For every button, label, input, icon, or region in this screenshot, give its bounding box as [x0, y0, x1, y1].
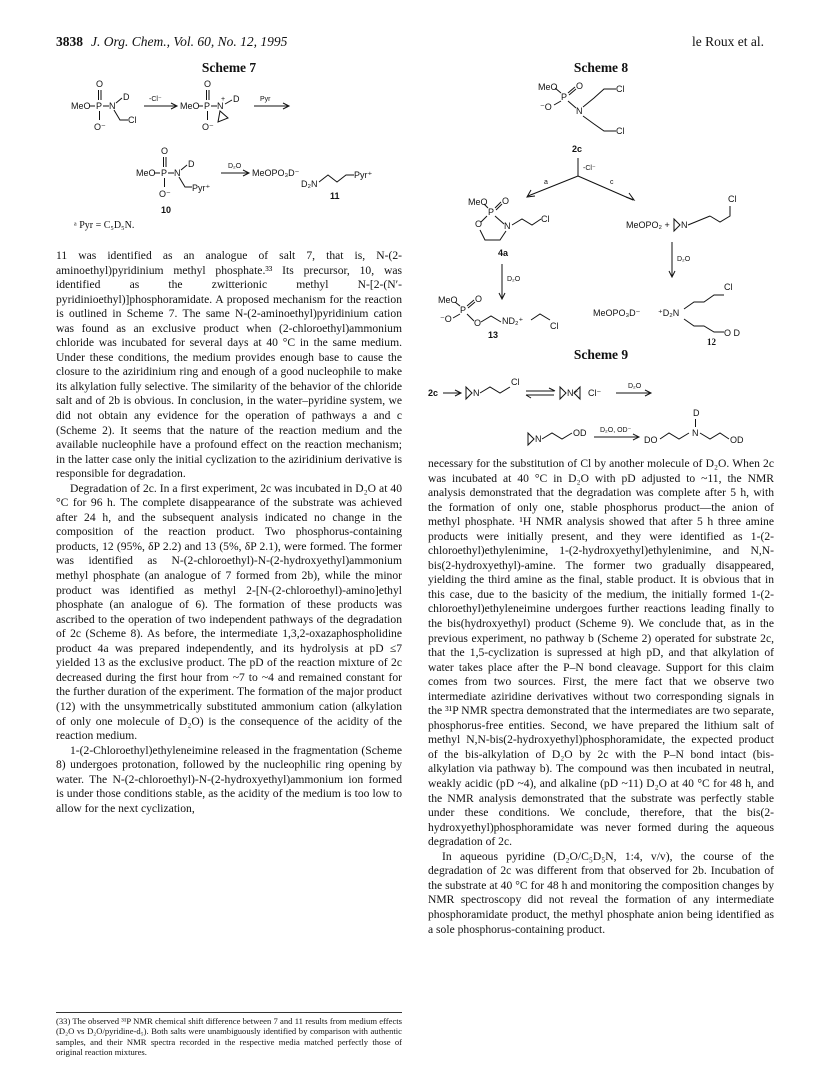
- svg-text:D₂O: D₂O: [628, 383, 642, 390]
- svg-text:Cl: Cl: [616, 126, 625, 136]
- svg-text:P: P: [488, 207, 495, 217]
- svg-text:N: N: [109, 101, 116, 111]
- svg-text:2c: 2c: [428, 388, 439, 398]
- svg-text:Cl: Cl: [511, 377, 520, 387]
- svg-text:MeOPO₃D⁻: MeOPO₃D⁻: [593, 308, 641, 318]
- svg-text:MeO: MeO: [71, 101, 91, 111]
- svg-text:D: D: [693, 408, 700, 418]
- svg-text:Cl: Cl: [728, 194, 737, 204]
- svg-text:MeOPO₃D⁻: MeOPO₃D⁻: [252, 168, 300, 178]
- svg-text:⁻O: ⁻O: [540, 102, 552, 112]
- svg-text:O: O: [204, 79, 212, 89]
- svg-text:13: 13: [488, 330, 499, 340]
- svg-text:N: N: [681, 220, 688, 230]
- svg-text:ND₂⁺: ND₂⁺: [502, 316, 524, 326]
- svg-text:O: O: [161, 146, 169, 156]
- svg-text:Cl: Cl: [550, 321, 559, 331]
- paragraph-r1: necessary for the substitution of Cl by another molecule of D₂O. When 2c was incubated at 40 °C in D₂O with pD adjusted to ~11, the NMR analysis demonstrated that the degradation was complete after 5 h, with the formation of only one, stable phosphorus product—the anion of methyl phosphate. ¹H NMR analysis showed that after 5 h three amine products were initially present, and they were identified as 1-(2-chloroethyl)ethylenimine, 1-(2-hydroxyethyl)ethylenimine, and N,N-bis(2-hydroxyethyl)-amine. The former two gradually disappeared, yielding the third amine as the final, stable product. It is obvious that in this case, due to the basicity of the medium, the initially formed 1-(2-chloroethyl)ethyleneimine undergoes further reactions leading finally to the bis(hydroxyethyl) product (Scheme 9). We conclude that, as in the previous experiment, no pathway b (Scheme 2) operated for substrate 2c, that the 1,5-cyclization is supressed at high pD, and that alkylation of water takes place after the P–N bond cleavage. Support for this claim comes from two sources. First, the mere fact that we observe two intermediate aziridine derivatives without two corresponding signals in the ³¹P NMR spectra demonstrated that the intermediates are two separate, phosphorus-free entities. Second, we have prepared the lithium salt of methyl N,N-bis(2-hydroxyethyl)phosphoramidate, the expected product of the bis-alkylation of D₂O by 2c with the P–N bond intact (bis-alkylation via pathway b). The compound was then incubated in neutral, weakly acidic (pD ~4), and alkaline (pD ~11) D₂O at 40 °C for 48 h, and the NMR analysis demonstrated that the substrate was perfectly stable under these conditions. We conclude, therefore, that the bis(2-hydroxyethyl)phosphoramidate was never formed during the aqueous degradation of 2c.: [428, 457, 774, 849]
- svg-text:D: D: [188, 159, 195, 169]
- scheme-9-diagram: [428, 363, 774, 451]
- svg-text:2c: 2c: [572, 144, 583, 154]
- svg-text:Pyr: Pyr: [260, 96, 271, 103]
- svg-text:Cl: Cl: [541, 214, 550, 224]
- svg-text:D₂O: D₂O: [507, 276, 521, 283]
- svg-text:O⁻: O⁻: [94, 122, 106, 132]
- svg-text:N: N: [692, 428, 699, 438]
- paragraph-l2: Degradation of 2c. In a first experiment, 2c was incubated in D₂O at 40 °C for 96 h. The complete disappearance of the substrate was achieved after 24 h, and the subsequent analysis indicated no change in the composition of the reaction product. Two phosphorus-containing products, 12 (95%, δP 2.2) and 13 (5%, δP 2.1), were formed. The former was identified as N-(2-chloroethyl)-N-(2-hydroxyethyl)ammonium methyl phosphate (an analogue of 7 formed from 2b), while the minor product was identified as methyl 2-[N-(2-chloroethyl)-amino]ethyl phosphate (an analogue of 6). The formation of these products was ascribed to the operation of two independent pathways of the degradation of 2c (Scheme 8). As before, the intermediate 1,3,2-oxazaphospholidine product 4a was prepared independently, and its hydrolysis at pD ≤7 yielded 13 as the exclusive product. The pD of the reaction mixture of 2c decreased during the first hour from ~7 to ~4 and remained constant for the further duration of the experiment. The formation of the major product (12) with the unsymmetrically substituted ammonium cation (alkylation of only one molecule of D₂O) is the consequence of the acidity of the reaction medium.: [56, 481, 402, 743]
- svg-text:10: 10: [161, 205, 172, 215]
- svg-text:O⁻: O⁻: [159, 189, 171, 199]
- svg-text:N: N: [535, 434, 542, 444]
- scheme-8-diagram: [428, 76, 774, 340]
- page-number: 3838: [56, 34, 83, 49]
- svg-text:-Cl⁻: -Cl⁻: [149, 96, 162, 103]
- svg-text:P: P: [96, 101, 103, 111]
- svg-text:MeO: MeO: [438, 295, 458, 305]
- svg-text:MeO: MeO: [136, 168, 156, 178]
- svg-text:MeOPO₂ +: MeOPO₂ +: [626, 220, 670, 230]
- svg-text:N: N: [174, 168, 181, 178]
- svg-text:N: N: [217, 101, 224, 111]
- scheme-8-label-12: 12: [707, 337, 716, 347]
- svg-text:O: O: [502, 196, 510, 206]
- svg-text:Cl: Cl: [724, 282, 733, 292]
- svg-text:P: P: [161, 168, 168, 178]
- paragraph-r2: In aqueous pyridine (D₂O/C₅D₅N, 1:4, v/v), the course of the degradation of 2c was different from that observed for 2b. Incubation of the substrate at 40 °C for 48 h and monitoring the composition changes by NMR spectroscopy did not reveal the formation of any intermediate phosphoramidate product, the methyl phosphate anion being identified as a sole phosphorus-containing product.: [428, 849, 774, 936]
- svg-text:MeO: MeO: [468, 197, 488, 207]
- svg-text:P: P: [204, 101, 211, 111]
- svg-text:Cl: Cl: [616, 84, 625, 94]
- svg-text:OD: OD: [573, 428, 587, 438]
- svg-text:11: 11: [330, 191, 340, 201]
- scheme-7-title: Scheme 7: [201, 60, 257, 75]
- svg-text:MeO: MeO: [180, 101, 200, 111]
- svg-text:MeO: MeO: [538, 82, 558, 92]
- author-header: le Roux et al.: [692, 34, 764, 49]
- svg-text:-Cl⁻: -Cl⁻: [583, 165, 596, 172]
- svg-text:Pyr⁺: Pyr⁺: [354, 170, 373, 180]
- svg-text:N: N: [504, 221, 511, 231]
- svg-text:⁻O: ⁻O: [440, 314, 452, 324]
- svg-text:O⁻: O⁻: [202, 122, 214, 132]
- svg-text:N: N: [576, 106, 583, 116]
- svg-text:O: O: [576, 81, 584, 91]
- svg-text:D: D: [233, 94, 240, 104]
- svg-text:c: c: [610, 179, 614, 186]
- footnote-rule: [56, 1012, 402, 1013]
- svg-text:O: O: [474, 318, 482, 328]
- svg-text:O: O: [475, 294, 483, 304]
- svg-text:D: D: [123, 92, 130, 102]
- svg-text:D₂O: D₂O: [228, 163, 242, 170]
- footnote-33: (33) The observed ³¹P NMR chemical shift difference between 7 and 11 results from medium effects (D₂O vs D₂O/pyridine-d₅). Both salts were unambiguously identified by comparison with authentic samples, and their NMR spectra recorded in the respective media matched perfectly those of original reaction mixtures.: [56, 1016, 402, 1057]
- scheme-7-footnote: ᵃ Pyr = C₅D₅N.: [74, 220, 135, 231]
- scheme-7-diagram: [56, 76, 402, 216]
- svg-text:Cl⁻: Cl⁻: [588, 388, 602, 398]
- svg-text:N⁺: N⁺: [567, 388, 579, 398]
- svg-text:a: a: [544, 179, 548, 186]
- svg-text:DO: DO: [644, 435, 658, 445]
- svg-text:O: O: [96, 79, 104, 89]
- running-header: [56, 34, 764, 54]
- right-column: [428, 60, 774, 937]
- paragraph-l1: 11 was identified as an analogue of salt 7, that is, N-(2-aminoethyl)pyridinium methyl phosphate.³³ Its precursor, 10, was identified as the zwitterionic methyl N-[2-(N′-pyridinioethyl)]phosphoramidate. A proposed mechanism for the reaction is outlined in Scheme 7. The same N-(2-aminoethyl)pyridinium cation was found as an exclusive product when (2-chloroethyl)ammonium chloride was incubated for several days at 40 °C in the same medium. Under these conditions, the medium provides enough base to cause the closure to the aziridinium ring and enough of a good nucleophile to make its alkylation fully selective. The similarity of the behavior of the chloride salt and of 2b is obvious. In conclusion, in the water–pyridine system, we did not obtain any evidence for the operation of pathways a and c (Scheme 2). It seems that the nature of the reaction medium and the available nucleophile have a profound effect on the reaction mechanism; in the latter case only the initial cyclization to the aziridinium derivative is responsible for degradation.: [56, 249, 402, 481]
- svg-text:+: +: [221, 96, 226, 103]
- scheme-9-title: Scheme 9: [573, 347, 629, 362]
- journal-citation: J. Org. Chem., Vol. 60, No. 12, 1995: [91, 34, 288, 49]
- svg-text:O: O: [475, 219, 483, 229]
- svg-text:⁺D₂N: ⁺D₂N: [658, 308, 680, 318]
- svg-text:Pyr⁺: Pyr⁺: [192, 183, 211, 193]
- svg-text:P: P: [460, 305, 467, 315]
- svg-text:4a: 4a: [498, 248, 509, 258]
- svg-text:OD: OD: [730, 435, 744, 445]
- scheme-8-title: Scheme 8: [573, 60, 629, 75]
- left-column: [56, 60, 402, 816]
- svg-text:O D: O D: [724, 328, 741, 338]
- svg-text:Cl: Cl: [128, 115, 137, 125]
- svg-text:P: P: [561, 92, 568, 102]
- svg-text:N: N: [473, 388, 480, 398]
- svg-text:D₂N: D₂N: [301, 179, 318, 189]
- svg-text:D₂O: D₂O: [677, 256, 691, 263]
- paragraph-l3: 1-(2-Chloroethyl)ethyleneimine released in the fragmentation (Scheme 8) undergoes protonation, followed by the nucleophilic ring opening by water. The N-(2-chloroethyl)-N-(2-hydroxyethyl)ammonium ion formed is under those conditions stable, as the acidity of the medium is too low to allow for the next cyclization,: [56, 743, 402, 815]
- svg-text:D₂O, OD⁻: D₂O, OD⁻: [600, 427, 632, 434]
